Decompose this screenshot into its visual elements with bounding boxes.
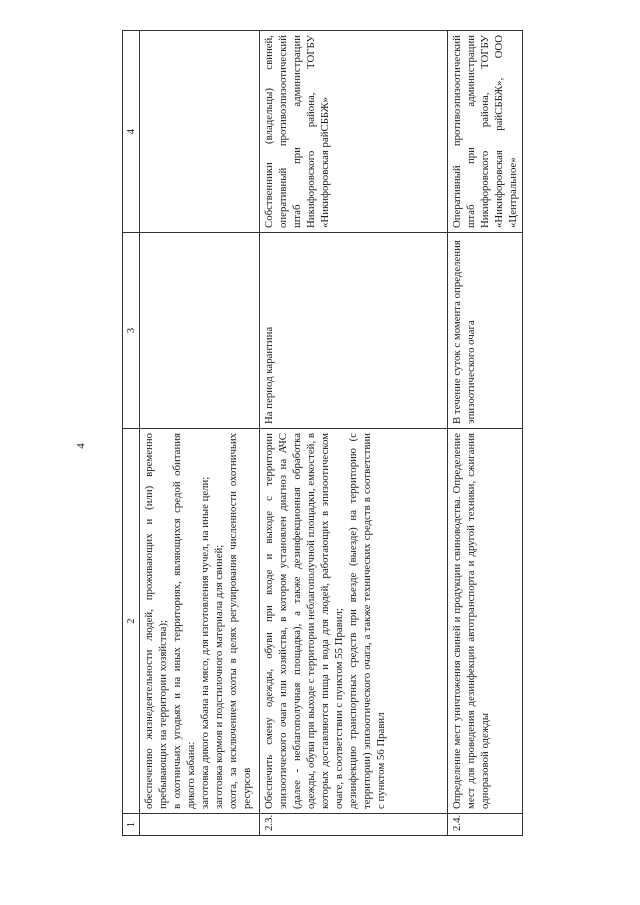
measure-line: заготовка дикого кабана на мясо, для изготовления чучел, на иные цели; — [199, 476, 212, 809]
column-header-3: 3 — [123, 233, 140, 429]
measure-cell — [260, 429, 448, 814]
column-header-4: 4 — [123, 31, 140, 233]
row-number — [140, 814, 260, 836]
table-header-row — [123, 31, 140, 836]
measure-cell — [448, 429, 523, 814]
row-number: 2.4. — [448, 814, 523, 836]
responsible-cell: Оперативный противоэпизоотический штаб при администрации Никифоровского района, ТОГБУ «Никифоровская райСББЖ», ООО «Центральное» — [448, 31, 523, 233]
term-cell: На период карантина — [260, 233, 448, 429]
measure-line: дезинфекцию транспортных средств при въезде (выезде) на территорию (с территории) эпизоотического очага, а также технических средств в соответствии с пунктом 56 Правил — [347, 433, 388, 809]
measure-line: Определение мест уничтожения свиней и продукции свиноводства. Определение мест для проведения дезинфекции автотранспорта и другой техники, сжигания одноразовой одежды — [451, 433, 492, 809]
responsible-cell: Собственники (владельцы) свиней, оперативный противоэпизоотический штаб при администрации Никифоровского района, ТОГБУ «Никифоровская райСББЖ» — [260, 31, 448, 233]
column-header-2: 2 — [123, 429, 140, 814]
page-number: 4 — [74, 443, 87, 449]
table-row — [140, 31, 260, 836]
term-cell — [140, 233, 260, 429]
table-row — [260, 31, 448, 836]
table-row — [448, 31, 523, 836]
measure-line: в охотничьих угодьях и на иных территориях, являющихся средой обитания дикого кабана: — [171, 433, 198, 809]
term-cell: В течение суток с момента определения эпизоотического очага — [448, 233, 523, 429]
responsible-cell — [140, 31, 260, 233]
measure-line: обеспечению жизнедеятельности людей, проживающих и (или) временно пребывающих на территории хозяйства); — [143, 433, 170, 809]
measure-line: охота, за исключением охоты в целях регулирования численности охотничьих ресурсов — [227, 433, 254, 809]
rotated-table-wrapper — [122, 31, 520, 836]
column-header-1: 1 — [123, 814, 140, 836]
measure-line: Обеспечить смену одежды, обуви при входе и выходе с территории эпизоотического очага или хозяйства, в котором установлен диагноз на АЧС (далее - неблагополучная площадка), а также дезинфекционная обработка одежды, обуви при выходе с территории неблагополучной площадки, емкостей, в которых доставляются пища и вода для людей, работающих в эпизоотическом очаге, в соответствии с пунктом 55 Правил; — [263, 433, 346, 809]
measures-table — [122, 30, 523, 836]
row-number: 2.3. — [260, 814, 448, 836]
measure-cell — [140, 429, 260, 814]
measure-line: заготовка кормов и подстилочного материала для свиней; — [213, 544, 226, 809]
